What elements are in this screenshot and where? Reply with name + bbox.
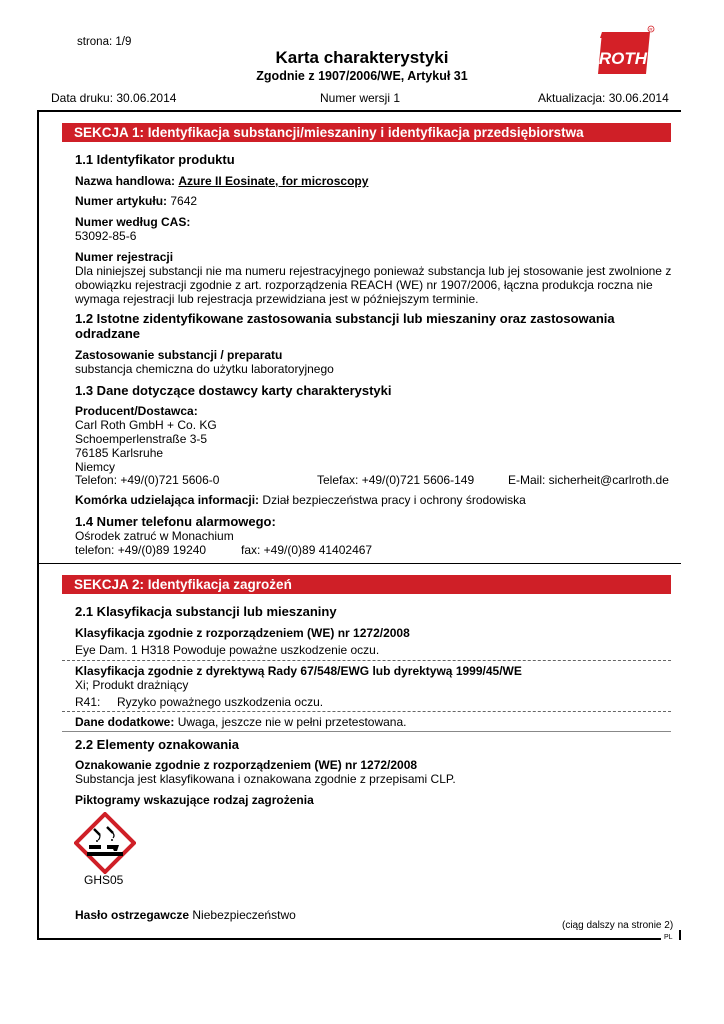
document-title: Karta charakterystyki [275,48,449,67]
update-date: Aktualizacja: 30.06.2014 [538,91,669,105]
producer-label: Producent/Dostawca: [75,404,198,418]
dsd-classification-label: Klasyfikacja zgodnie z dyrektywą Rady 67/548/EWG lub dyrektywą 1999/45/WE [75,664,522,678]
clp-classification-label: Klasyfikacja zgodnie z rozporządzeniem (WE) nr 1272/2008 [75,626,410,640]
info-label: Komórka udzielająca informacji: [75,493,260,507]
emergency-phone: telefon: +49/(0)89 19240 [75,543,207,557]
ghs-code: GHS05 [84,873,124,887]
signal-word [75,908,296,922]
frame-left-border [37,110,39,940]
producer-city: 76185 Karlsruhe [75,446,164,460]
frame-bottom-border [37,938,661,940]
trade-name-label: Nazwa handlowa: [75,174,176,188]
continued-note: (ciąg dalszy na stronie 2) [562,920,674,931]
document-subtitle: Zgodnie z 1907/2006/WE, Artykuł 31 [256,69,468,83]
article-value: 7642 [170,194,198,208]
heading-1-2: 1.2 Istotne zidentyfikowane zastosowania substancji lub mieszaniny oraz zastosowania odradzane [75,311,615,341]
r41-code: R41: [75,695,101,709]
producer-phone: Telefon: +49/(0)721 5606-0 [75,473,220,487]
dashed-divider [62,660,671,661]
trade-name-value: Azure II Eosinate, for microscopy [178,174,369,188]
print-date: Data druku: 30.06.2014 [51,91,177,105]
section-2-header: SEKCJA 2: Identyfikacja zagrożeń [62,575,671,594]
use-value: substancja chemiczna do użytku laboratoryjnego [75,362,334,376]
info-department [75,493,526,507]
additional-info-value: Uwaga, jeszcze nie w pełni przetestowana. [177,715,407,729]
svg-text:R: R [649,27,653,32]
article-label: Numer artykułu: [75,194,168,208]
additional-info-label: Dane dodatkowe: [75,715,175,729]
use-label: Zastosowanie substancji / preparatu [75,348,283,362]
signal-word-value: Niebezpieczeństwo [192,908,296,922]
version-number: Numer wersji 1 [320,91,401,105]
labelling-text: Substancja jest klasyfikowana i oznakowana zgodnie z przepisami CLP. [75,772,456,786]
section-divider [37,563,681,564]
registration-text: Dla niniejszej substancji nie ma numeru rejestracyjnego ponieważ substancja lub jej stosowanie jest zwolnione z obowiązku rejestracji zgodnie z art. rozporządzenia REACH (WE) nr 1907/2006, łączna produkcja roczna nie wymaga rejestracji lub rejestracja przewidziana jest w późniejszym terminie. [75,264,672,306]
frame-right-stub [679,930,681,940]
roth-logo [594,24,656,76]
r41-text: Ryzyko poważnego uszkodzenia oczu. [117,695,324,709]
trade-name [75,174,368,188]
heading-1-4: 1.4 Numer telefonu alarmowego: [75,514,276,529]
producer-fax: Telefax: +49/(0)721 5606-149 [317,473,475,487]
pictograms-label: Piktogramy wskazujące rodzaj zagrożenia [75,793,314,807]
heading-1-3: 1.3 Dane dotyczące dostawcy karty charakterystyki [75,383,392,398]
page-number: strona: 1/9 [77,36,132,48]
emergency-fax: fax: +49/(0)89 41402467 [241,543,373,557]
frame-top-border [37,110,681,112]
producer-street: Schoemperlenstraße 3-5 [75,432,208,446]
labelling-title: Oznakowanie zgodnie z rozporządzeniem (WE) nr 1272/2008 [75,758,418,772]
clp-classification-value: Eye Dam. 1 H318 Powoduje poważne uszkodzenie oczu. [75,643,380,657]
heading-1-1: 1.1 Identyfikator produktu [75,152,235,167]
producer-email: E-Mail: sicherheit@carlroth.de [508,473,669,487]
heading-2-1: 2.1 Klasyfikacja substancji lub mieszaniny [75,604,337,619]
producer-country: Niemcy [75,460,116,474]
heading-2-2: 2.2 Elementy oznakowania [75,737,240,752]
solid-divider [62,731,671,732]
registration-label: Numer rejestracji [75,250,174,264]
corrosion-pictogram-icon [74,812,136,874]
info-value: Dział bezpieczeństwa pracy i ochrony środowiska [262,493,526,507]
logo-text: ROTH [598,49,648,68]
cas-value: 53092-85-6 [75,229,137,243]
dashed-divider [62,711,671,712]
signal-word-label: Hasło ostrzegawcze [75,908,190,922]
cas-label: Numer według CAS: [75,215,191,229]
article-number [75,194,197,208]
section-1-header: SEKCJA 1: Identyfikacja substancji/mieszaniny i identyfikacja przedsiębiorstwa [62,123,671,142]
language-code: PL [664,934,673,941]
emergency-org: Ośrodek zatruć w Monachium [75,529,234,543]
dsd-classification-value: Xi; Produkt drażniący [75,678,189,692]
additional-info [75,715,407,729]
producer-name: Carl Roth GmbH + Co. KG [75,418,217,432]
